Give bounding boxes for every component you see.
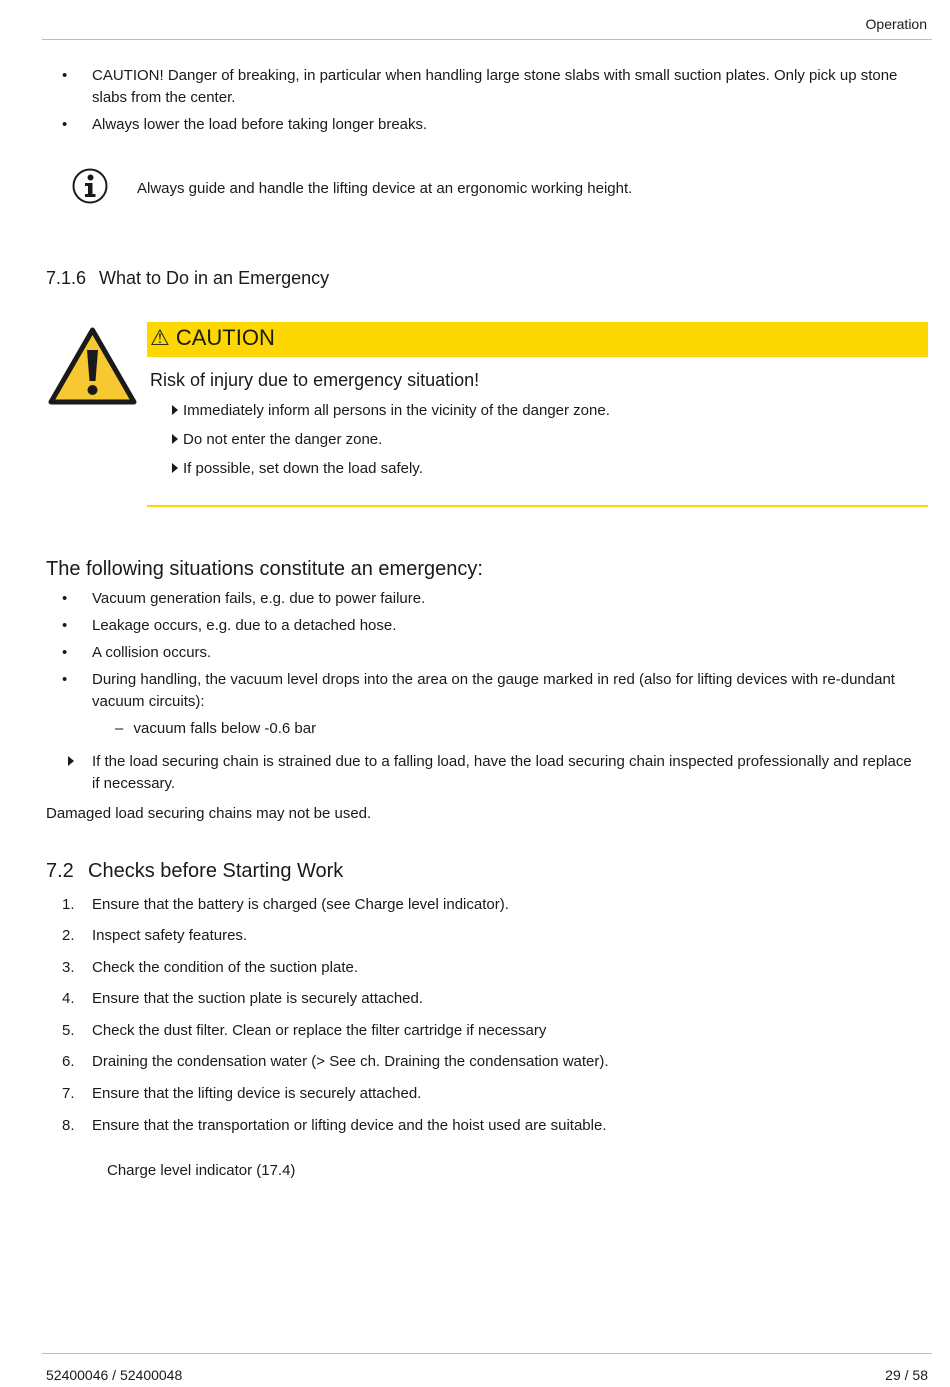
action-item-text: If the load securing chain is strained due to a falling load, have the load securing chain inspected professionally and replace if necessary. <box>92 753 912 792</box>
caution-step <box>172 460 423 477</box>
list-number: 6. <box>62 1053 75 1070</box>
sub-list-item <box>115 720 316 737</box>
section-number: 7.1.6 <box>46 268 87 288</box>
bullet-marker: • <box>62 67 68 84</box>
footer-rule <box>42 1353 932 1354</box>
list-item-text: CAUTION! Danger of breaking, in particular when handling large stone slabs with small suction plates. Only pick up stone slabs from the center. <box>92 67 898 106</box>
section-heading-7-1-6 <box>46 268 329 289</box>
list-number: 4. <box>62 990 75 1007</box>
list-number: 2. <box>62 927 75 944</box>
document-number: 52400046 / 52400048 <box>46 1367 183 1383</box>
list-item-text: Always lower the load before taking longer breaks. <box>92 116 428 133</box>
caution-step <box>172 431 382 448</box>
section-title: Checks before Starting Work <box>88 860 344 882</box>
list-item <box>62 588 922 610</box>
bullet-marker: • <box>62 590 68 607</box>
list-number: 3. <box>62 959 75 976</box>
list-number: 7. <box>62 1085 75 1102</box>
info-icon <box>72 168 108 204</box>
list-number: 1. <box>62 896 75 913</box>
caution-signal-word: ⚠ CAUTION <box>150 325 275 350</box>
section-heading-7-2 <box>46 860 343 883</box>
step-arrow-icon <box>68 756 74 766</box>
list-item-text: Check the condition of the suction plate. <box>92 959 359 976</box>
list-item <box>62 114 922 136</box>
list-item <box>62 65 922 109</box>
running-header: Operation <box>865 16 927 32</box>
list-item-text: Draining the condensation water (> See ch. Draining the condensation water). <box>92 1053 609 1070</box>
list-item-text: Vacuum generation fails, e.g. due to power failure. <box>92 590 426 607</box>
caution-step-text: Immediately inform all persons in the vicinity of the danger zone. <box>183 402 610 419</box>
list-item-text: Ensure that the transportation or lifting device and the hoist used are suitable. <box>92 1117 607 1134</box>
caution-step-text: Do not enter the danger zone. <box>183 431 383 448</box>
list-item-text: A collision occurs. <box>92 644 212 661</box>
note-text: Damaged load securing chains may not be used. <box>46 805 372 822</box>
sub-list-item-text: vacuum falls below -0.6 bar <box>133 720 317 737</box>
bullet-marker: • <box>62 671 68 688</box>
list-item <box>62 669 922 713</box>
caution-bottom-rule <box>147 505 928 507</box>
list-number: 5. <box>62 1022 75 1039</box>
header-rule <box>42 39 932 40</box>
bullet-marker: • <box>62 617 68 634</box>
warning-triangle-icon <box>48 326 137 406</box>
step-arrow-icon <box>172 463 178 473</box>
list-item-text: Inspect safety features. <box>92 927 248 944</box>
list-item-text: Check the dust filter. Clean or replace the filter cartridge if necessary <box>92 1022 547 1039</box>
list-item-text: Ensure that the battery is charged (see Charge level indicator). <box>92 896 509 913</box>
caution-signal-bar <box>147 322 928 357</box>
page-number: 29 / 58 <box>885 1367 928 1383</box>
step-arrow-icon <box>172 434 178 444</box>
list-item-text: Ensure that the suction plate is securely attached. <box>92 990 424 1007</box>
step-arrow-icon <box>172 405 178 415</box>
list-item-text: During handling, the vacuum level drops into the area on the gauge marked in red (also for lifting devices with re-dundant vacuum circuits): <box>92 671 895 710</box>
list-item-text: Leakage occurs, e.g. due to a detached hose. <box>92 617 397 634</box>
list-item-text: Ensure that the lifting device is securely attached. <box>92 1085 422 1102</box>
caution-step <box>172 402 610 419</box>
section-title: What to Do in an Emergency <box>99 268 330 288</box>
bullet-marker: • <box>62 644 68 661</box>
emergency-lead: The following situations constitute an emergency: <box>46 558 483 580</box>
list-number: 8. <box>62 1117 75 1134</box>
bullet-marker: • <box>62 116 68 133</box>
dash-marker: – <box>115 720 124 737</box>
section-number: 7.2 <box>46 860 74 882</box>
info-note-text: Always guide and handle the lifting device at an ergonomic working height. <box>137 180 633 197</box>
list-item <box>62 642 922 664</box>
caution-step-text: If possible, set down the load safely. <box>183 460 423 477</box>
cross-reference-link[interactable]: Charge level indicator (17.4) <box>107 1162 296 1179</box>
action-item <box>62 751 922 795</box>
list-item <box>62 615 922 637</box>
caution-title: Risk of injury due to emergency situation! <box>150 370 480 390</box>
